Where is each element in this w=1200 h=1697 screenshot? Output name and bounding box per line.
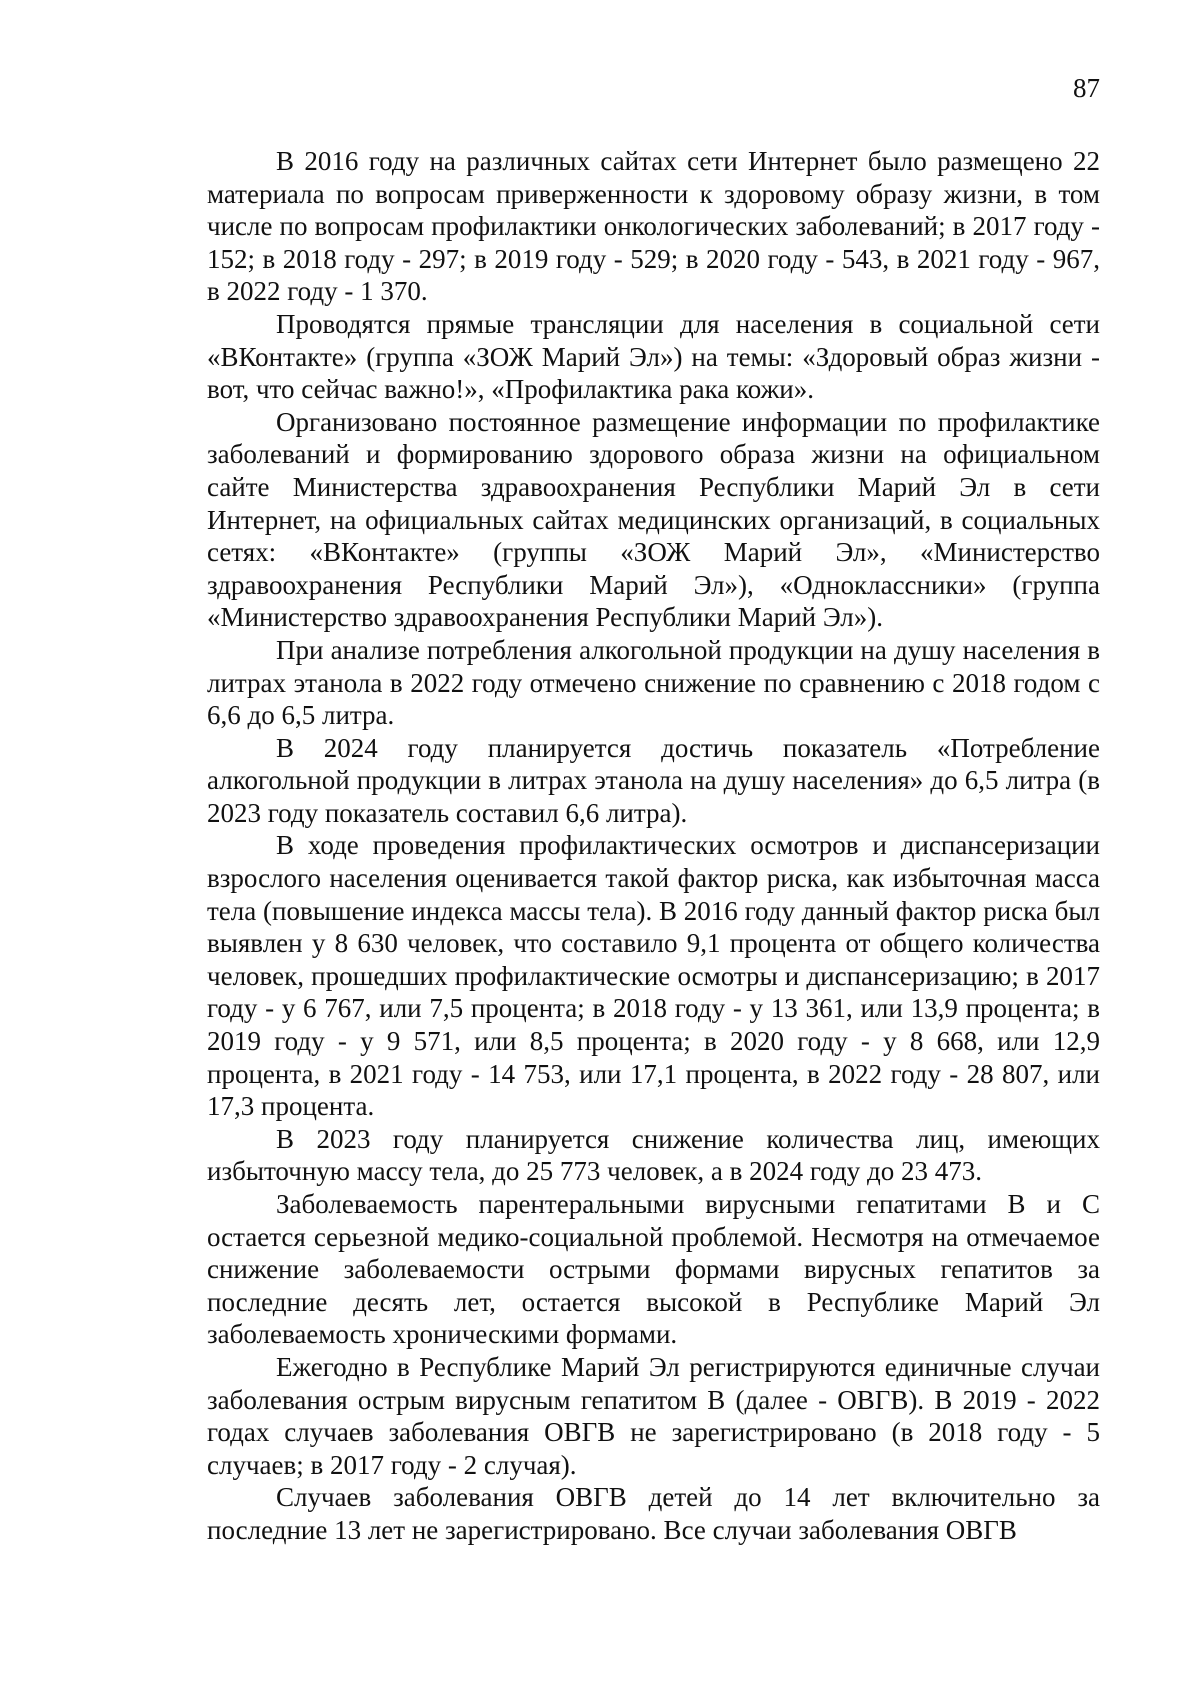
paragraph-excess-weight-plan: В 2023 году планируется снижение количества лиц, имеющих избыточную массу тела, до 25 773 человек, а в 2024 году до 23 473. [207, 1123, 1100, 1187]
paragraph-live-broadcasts: Проводятся прямые трансляции для населения в социальной сети «ВКонтакте» (группа «ЗОЖ Марий Эл») на темы: «Здоровый образ жизни - вот, что сейчас важно!», «Профилактика рака кожи». [207, 308, 1100, 405]
paragraph-hepatitis-children: Случаев заболевания ОВГВ детей до 14 лет включительно за последние 13 лет не зарегистрировано. Все случаи заболевания ОВГВ [207, 1482, 1100, 1545]
paragraph-internet-materials: В 2016 году на различных сайтах сети Интернет было размещено 22 материала по вопросам приверженности к здоровому образу жизни, в том числе по вопросам профилактики онкологических заболеваний; в 2017 году - 152; в 2018 году - 297; в 2019 году - 529; в 2020 году - 543, в 2021 году - 967, в 2022 году - 1 370. [207, 146, 1100, 307]
page-number: 87 [1073, 73, 1100, 103]
paragraph-hepatitis-incidence: Заболеваемость парентеральными вирусными гепатитами В и С остается серьезной медико-социальной проблемой. Несмотря на отмечаемое снижение заболеваемости острыми формами вирусных гепатитов за последние десять лет, остается высокой в Республике Марий Эл заболеваемость хроническими формами. [207, 1189, 1100, 1350]
paragraph-information-placement: Организовано постоянное размещение информации по профилактике заболеваний и формированию здорового образа жизни на официальном сайте Министерства здравоохранения Республики Марий Эл в сети Интернет, на официальных сайтах медицинских организаций, в социальных сетях: «ВКонтакте» (группы «ЗОЖ Марий Эл», «Министерство здравоохранения Республики Марий Эл»), «Одноклассники» (группа «Министерство здравоохранения Республики Марий Эл»). [207, 406, 1100, 633]
paragraph-excess-weight: В ходе проведения профилактических осмотров и диспансеризации взрослого населения оценивается такой фактор риска, как избыточная масса тела (повышение индекса массы тела). В 2016 году данный фактор риска был выявлен у 8 630 человек, что составило 9,1 процента от общего количества человек, прошедших профилактические осмотры и диспансеризацию; в 2017 году - у 6 767, или 7,5 процента; в 2018 году - у 13 361, или 13,9 процента; в 2019 году - у 9 571, или 8,5 процента; в 2020 году - у 8 668, или 12,9 процента, в 2021 году - 14 753, или 17,1 процента, в 2022 году - 28 807, или 17,3 процента. [207, 830, 1100, 1122]
paragraph-alcohol-consumption: При анализе потребления алкогольной продукции на душу населения в литрах этанола в 2022 году отмечено снижение по сравнению с 2018 годом с 6,6 до 6,5 литра. [207, 634, 1100, 731]
paragraph-alcohol-target: В 2024 году планируется достичь показатель «Потребление алкогольной продукции в литрах этанола на душу населения» до 6,5 литра (в 2023 году показатель составил 6,6 литра). [207, 732, 1100, 828]
paragraph-hepatitis-b-cases: Ежегодно в Республике Марий Эл регистрируются единичные случаи заболевания острым вирусным гепатитом В (далее - ОВГВ). В 2019 - 2022 годах случаев заболевания ОВГВ не зарегистрировано (в 2018 году - 5 случаев; в 2017 году - 2 случая). [207, 1351, 1100, 1480]
document-body [207, 145, 1100, 1547]
